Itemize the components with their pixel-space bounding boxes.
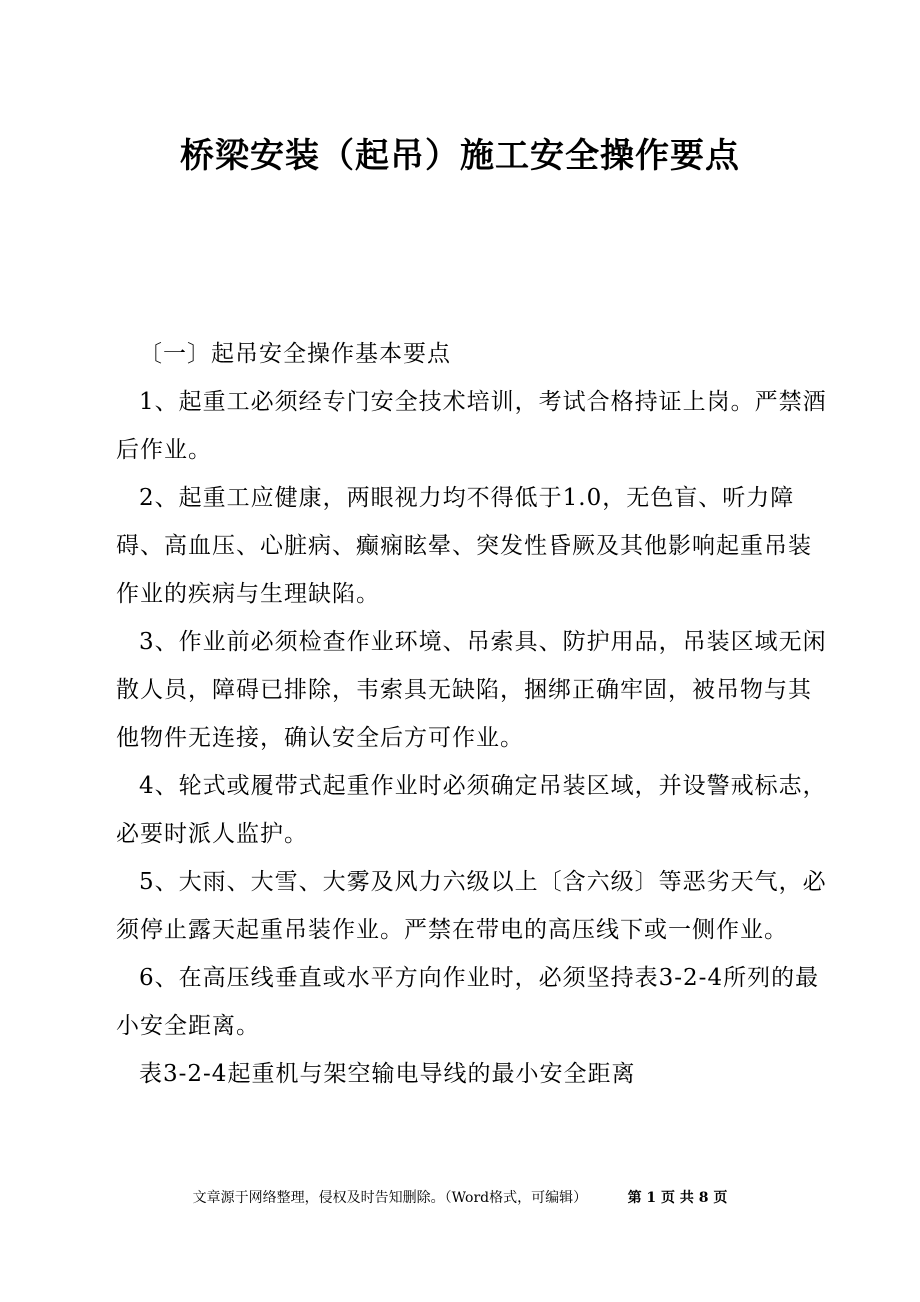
paragraph-6: 6、在高压线垂直或水平方向作业时，必须坚持表3-2-4所列的最小安全距离。 — [116, 965, 820, 1039]
document-body — [116, 330, 828, 1098]
paragraph-3: 3、作业前必须检查作业环境、吊索具、防护用品，吊装区域无闲散人员，障碍已排除，韦索具无缺陷，捆绑正确牢固，被吊物与其他物件无连接，确认安全后方可作业。 — [116, 629, 827, 751]
footer-note: 文章源于网络整理，侵权及时告知删除。（Word格式，可编辑） — [192, 1190, 588, 1206]
table-caption: 表3-2-4起重机与架空输电导线的最小安全距离 — [139, 1061, 636, 1087]
paragraph-4: 4、轮式或履带式起重作业时必须确定吊装区域，并设警戒标志，必要时派人监护。 — [116, 773, 827, 847]
page-number: 第 1 页 共 8 页 — [627, 1190, 728, 1206]
section-heading: 〔一〕起吊安全操作基本要点 — [139, 341, 451, 367]
paragraph-2: 2、起重工应健康，两眼视力均不得低于1.0，无色盲、听力障碍、高血压、心脏病、癫痫眩晕、突发性昏厥及其他影响起重吊装作业的疾病与生理缺陷。 — [116, 485, 812, 607]
document-title: 桥梁安装（起吊）施工安全操作要点 — [180, 136, 740, 176]
paragraph-5: 5、大雨、大雪、大雾及风力六级以上〔含六级〕等恶劣天气，必须停止露天起重吊装作业。严禁在带电的高压线下或一侧作业。 — [116, 869, 827, 943]
paragraph-1: 1、起重工必须经专门安全技术培训，考试合格持证上岗。严禁酒后作业。 — [116, 389, 827, 463]
page-footer — [0, 1186, 920, 1210]
